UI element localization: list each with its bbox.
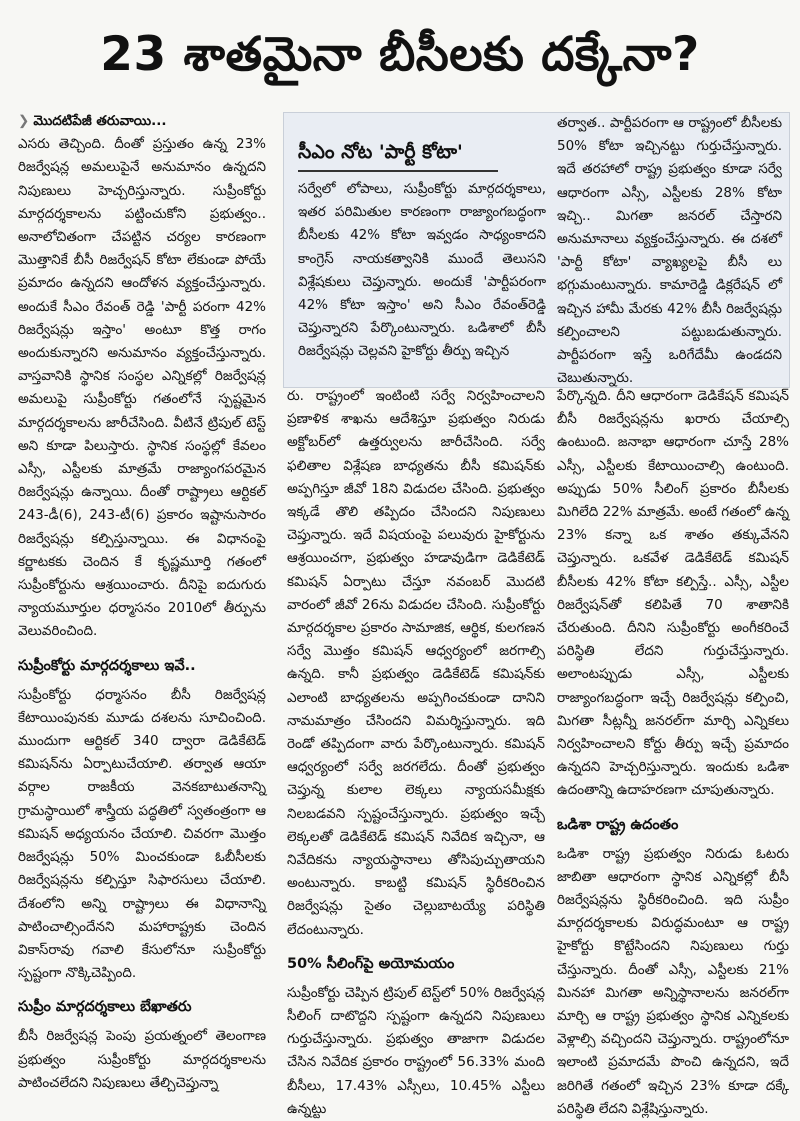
kicker [18, 110, 266, 133]
box-text-right: తర్వాత.. పార్టీపరంగా ఆ రాష్ట్రంలో బీసీలకు 50% కోటా ఇచ్చినట్టు గుర్తుచేస్తున్నారు. ఇదే తరహాలో రాష్ట్ర ప్రభుత్వం కూడా సర్వే ఆధారంగా ఎస్సీ, ఎస్టీలకు 28% కోటా ఇచ్చి.. మిగతా జనరల్‌ చేస్తారని అనుమానాలు వ్యక్తంచేస్తున్నారు. ఈ దశలో 'పార్టీ కోటా' వ్యాఖ్యలపై బీసీ లు భగ్గుమంటున్నారు. కామారెడ్డి డిక్లరేషన్‌ లో ఇచ్చిన హామీ మేరకు 42% బీసీ రిజర్వేషన్లు కల్పించాలని పట్టుబడుతున్నారు. పార్టీపరంగా ఇస్తే ఒరిగేదేమీ ఉండదని చెబుతున్నారు. [557, 115, 782, 387]
article-column-2 [287, 385, 545, 1117]
chevron-right-icon: ❯ [18, 113, 30, 129]
paragraph: పేర్కొన్నది. దీని ఆధారంగా డెడికేషన్‌ కమిషన్‌ బీసీ రిజర్వేషన్లను ఖరారు చేయాల్సి ఉంటుంది. జనాభా ఆధారంగా చూస్తే 28% ఎస్సీ, ఎస్టీలకు కేటాయించాల్సి ఉంటుంది. అప్పుడు 50% సీలింగ్‌ ప్రకారం బీసీలకు మిగిలేది 22% మాత్రమే. అంటే గతంలో ఉన్న 23% కన్నా ఒక శాతం తక్కువేనని చెప్తున్నారు. ఒకవేళ డెడికేటెడ్‌ కమిషన్‌ బీసీలకు 42% కోటా కల్పిస్తే.. ఎస్సీ, ఎస్టీల రిజర్వేషన్‌తో కలిపితే 70 శాతానికి చేరుతుంది. దీనిని సుప్రీంకోర్టు అంగీకరించే పరిస్థితి లేదని గుర్తుచేస్తున్నారు. అలాంటప్పుడు ఎస్సీ, ఎస్టీలకు రాజ్యాంగబద్ధంగా ఇచ్చే రిజర్వేషన్లు కల్పించి, మిగతా సీట్లన్నీ జనరల్‌గా మార్చి ఎన్నికలు నిర్వహించాలని కోర్టు తీర్పు ఇచ్చే ప్రమాదం ఉన్నదని హెచ్చరిస్తున్నారు. ఇందుకు ఒడిశా ఉదంతాన్ని ఉదాహరణగా చూపుతున్నారు. [557, 388, 789, 799]
subheading: 50% సీలింగ్‌పై అయోమయం [287, 955, 455, 972]
box-title: సీఎం నోట 'పార్టీ కోటా' [298, 141, 463, 163]
subheading: సుప్రీం మార్గదర్శకాలు బేఖాతరు [18, 999, 192, 1016]
paragraph: సుప్రీంకోర్టు చెప్పిన ట్రిపుల్‌ టెస్ట్‌లో 50% రిజర్వేషన్ల సీలింగ్‌ దాటొద్దని స్పష్టంగా ఉన్నదని నిపుణులు గుర్తుచేస్తున్నారు. ప్రభుత్వం తాజాగా విడుదల చేసిన నివేదిక ప్రకారం రాష్ట్రంలో 56.33% మంది బీసీలు, 17.43% ఎస్సీలు, 10.45% ఎస్టీలు ఉన్నట్టు [287, 984, 545, 1117]
paragraph: ఎసరు తెచ్చింది. దీంతో ప్రస్తుతం ఉన్న 23% రిజర్వేషన్ల అమలుపైనే అనుమానం ఉన్నదని నిపుణులు హెచ్చరిస్తున్నారు. సుప్రీంకోర్టు మార్గదర్శకాలను పట్టించుకోని ప్రభుత్వం.. అనాలోచితంగా చేపట్టిన చర్యల కారణంగా మొత్తానికే బీసీ రిజర్వేషన్‌ కోటా లేకుండా పోయే ప్రమాదం ఉన్నదని ఆందోళన వ్యక్తంచేస్తున్నారు. అందుకే సీఎం రేవంత్‌ రెడ్డి 'పార్టీ పరంగా 42% రిజర్వేషన్లు ఇస్తాం' అంటూ కొత్త రాగం అందుకున్నారని అనుమానం వ్యక్తంచేస్తున్నారు. వాస్తవానికి స్థానిక సంస్థల ఎన్నికల్లో రిజర్వేషన్ల అమలుపై సుప్రీంకోర్టు గతంలోనే స్పష్టమైన మార్గదర్శకాలను జారీచేసింది. వీటినే ట్రిపుల్‌ టెస్ట్‌ అని కూడా పిలుస్తారు. స్థానిక సంస్థల్లో కేవలం ఎస్సీ, ఎస్టీలకు మాత్రమే రాజ్యాంగపరమైన రిజర్వేషన్లు ఉన్నాయి. దీంతో రాష్ట్రాలు ఆర్టికల్‌ 243-డీ(6), 243-టీ(6) ప్రకారం ఇష్టానుసారం రిజర్వేషన్లు కల్పిస్తున్నాయి. ఈ విధానంపై కర్ణాటకకు చెందిన కే కృష్ణమూర్తి గతంలో సుప్రీంకోర్టును ఆశ్రయించారు. దీనిపై ఐదుగురు న్యాయమూర్తుల ధర్మాసనం 2010లో తీర్పును వెలువరించింది. [18, 136, 266, 640]
paragraph: సుప్రీంకోర్టు ధర్మాసనం బీసీ రిజర్వేషన్ల కేటాయింపునకు మూడు దశలను సూచించింది. ముందుగా ఆర్టికల్‌ 340 ద్వారా డెడికేటెడ్‌ కమిషన్‌ను ఏర్పాటుచేయాలి. తర్వాత ఆయా వర్గాల రాజకీయ వెనకబాటుతనాన్ని గ్రామస్థాయిలో శాస్త్రీయ పద్ధతిలో స్వతంత్రంగా ఆ కమిషన్‌ అధ్యయనం చేయాలి. చివరగా మొత్తం రిజర్వేషన్లు 50% మించకుండా ఓబీసీలకు రిజర్వేషన్లను కల్పిస్తూ సిఫారసులు చేయాలి. దేశంలోని అన్ని రాష్ట్రాలు ఈ విధానాన్ని పాటించాల్సిందేనని మహారాష్ట్రకు చెందిన వికాస్‌రావు గవాలి కేసులోనూ సుప్రీంకోర్టు స్పష్టంగా నొక్కిచెప్పింది. [18, 686, 266, 982]
paragraph: బీసీ రిజర్వేషన్ల పెంపు ప్రయత్నంలో తెలంగాణ ప్రభుత్వం సుప్రీంకోర్టు మార్గదర్శకాలను పాటించలేదని నిపుణులు తేల్చిచెప్తున్నా [18, 1028, 266, 1091]
headline: 23 శాతమైనా బీసీలకు దక్కేనా? [100, 27, 700, 82]
paragraph: రు. రాష్ట్రంలో ఇంటింటి సర్వే నిర్వహించాలని ప్రణాళిక శాఖను ఆదేశిస్తూ ప్రభుత్వం నిరుడు అక్టోబర్‌లో ఉత్తర్వులను జారీచేసింది. సర్వే ఫలితాల విశ్లేషణ బాధ్యతను బీసీ కమిషన్‌కు అప్పగిస్తూ జీవో 18ని విడుదల చేసింది. ప్రభుత్వం ఇక్కడే తొలి తప్పిదం చేసిందని నిపుణులు చెప్తున్నారు. ఇదే విషయంపై పలువురు హైకోర్టును ఆశ్రయించగా, ప్రభుత్వం హడావుడిగా డెడికేటెడ్‌ కమిషన్‌ ఏర్పాటు చేస్తూ నవంబర్‌ మొదటి వారంలో జీవో 26ను విడుదల చేసింది. సుప్రీంకోర్టు మార్గదర్శకాల ప్రకారం సామాజిక, ఆర్థిక, కులగణన సర్వే మొత్తం కమిషన్‌ ఆధ్వర్యంలో జరగాల్సి ఉన్నది. కానీ ప్రభుత్వం డెడికేటెడ్‌ కమిషన్‌కు ఎలాంటి బాధ్యతలను అప్పగించకుండా దానిని నామమాత్రం చేసిందని విమర్శిస్తున్నారు. ఇది రెండో తప్పిదంగా వారు పేర్కొంటున్నారు. కమిషన్‌ ఆధ్వర్యంలో సర్వే జరగలేదు. దీంతో ప్రభుత్వం చెప్తున్న కులాల లెక్కలు న్యాయసమీక్షకు నిలబడవని స్పష్టంచేస్తున్నారు. ప్రభుత్వం ఇచ్చే లెక్కలతో డెడికేటెడ్‌ కమిషన్‌ నివేదిక ఇచ్చినా, ఆ నివేదికను న్యాయస్థానాలు తోసిపుచ్చుతాయని అంటున్నారు. కాబట్టి కమిషన్‌ స్థిరీకరించిన రిజర్వేషన్లు సైతం చెల్లుబాటయ్యే పరిస్థితి లేదంటున్నారు. [287, 388, 545, 938]
box-text-left: సర్వేలో లోపాలు, సుప్రీంకోర్టు మార్గదర్శకాలు, ఇతర పరిమితుల కారణంగా రాజ్యాంగబద్ధంగా బీసీలకు 42% కోటా ఇవ్వడం సాధ్యంకాదని కాంగ్రెస్‌ నాయకత్వానికి ముందే తెలుసని విశ్లేషకులు చెప్తున్నారు. అందుకే 'పార్టీపరంగా 42% కోటా ఇస్తాం' అని సీఎం రేవంత్‌రెడ్డి చెప్తున్నారని పేర్కొంటున్నారు. ఒడిశాలో బీసీ రిజర్వేషన్లు చెల్లవని హైకోర్టు తీర్పు ఇచ్చిన [298, 181, 546, 360]
article-column-1 [18, 110, 266, 1091]
article-column-3 [557, 385, 789, 1117]
subheading: ఒడిశా రాష్ట్ర ఉదంతం [557, 816, 679, 833]
subheading: సుప్రీంకోర్టు మార్గదర్శకాలు ఇవే.. [18, 657, 196, 674]
kicker-text: మొదటిపేజీ తరువాయి... [33, 113, 167, 129]
paragraph: ఒడిశా రాష్ట్ర ప్రభుత్వం నిరుడు ఓటరు జాబితా ఆధారంగా స్థానిక ఎన్నికల్లో బీసీ రిజర్వేషన్లను స్థిరీకరించింది. ఇది సుప్రీం మార్గదర్శకాలకు విరుద్ధమంటూ ఆ రాష్ట్ర హైకోర్టు కొట్టేసిందని నిపుణులు గుర్తు చేస్తున్నారు. దీంతో ఎస్సీ, ఎస్టీలకు 21% మినహా మిగతా అన్నిస్థానాలను జనరల్‌గా మార్చి ఆ రాష్ట్ర ప్రభుత్వం స్థానిక ఎన్నికలకు వెళ్లాల్సి వచ్చిందని చెప్తున్నారు. రాష్ట్రంలోనూ ఇలాంటి ప్రమాదమే పొంచి ఉన్నదని, ఇదే జరిగితే గతంలో ఇచ్చిన 23% కూడా దక్కే పరిస్థితి లేదని విశ్లేషిస్తున్నారు. [557, 845, 789, 1117]
title-underline [298, 170, 498, 172]
